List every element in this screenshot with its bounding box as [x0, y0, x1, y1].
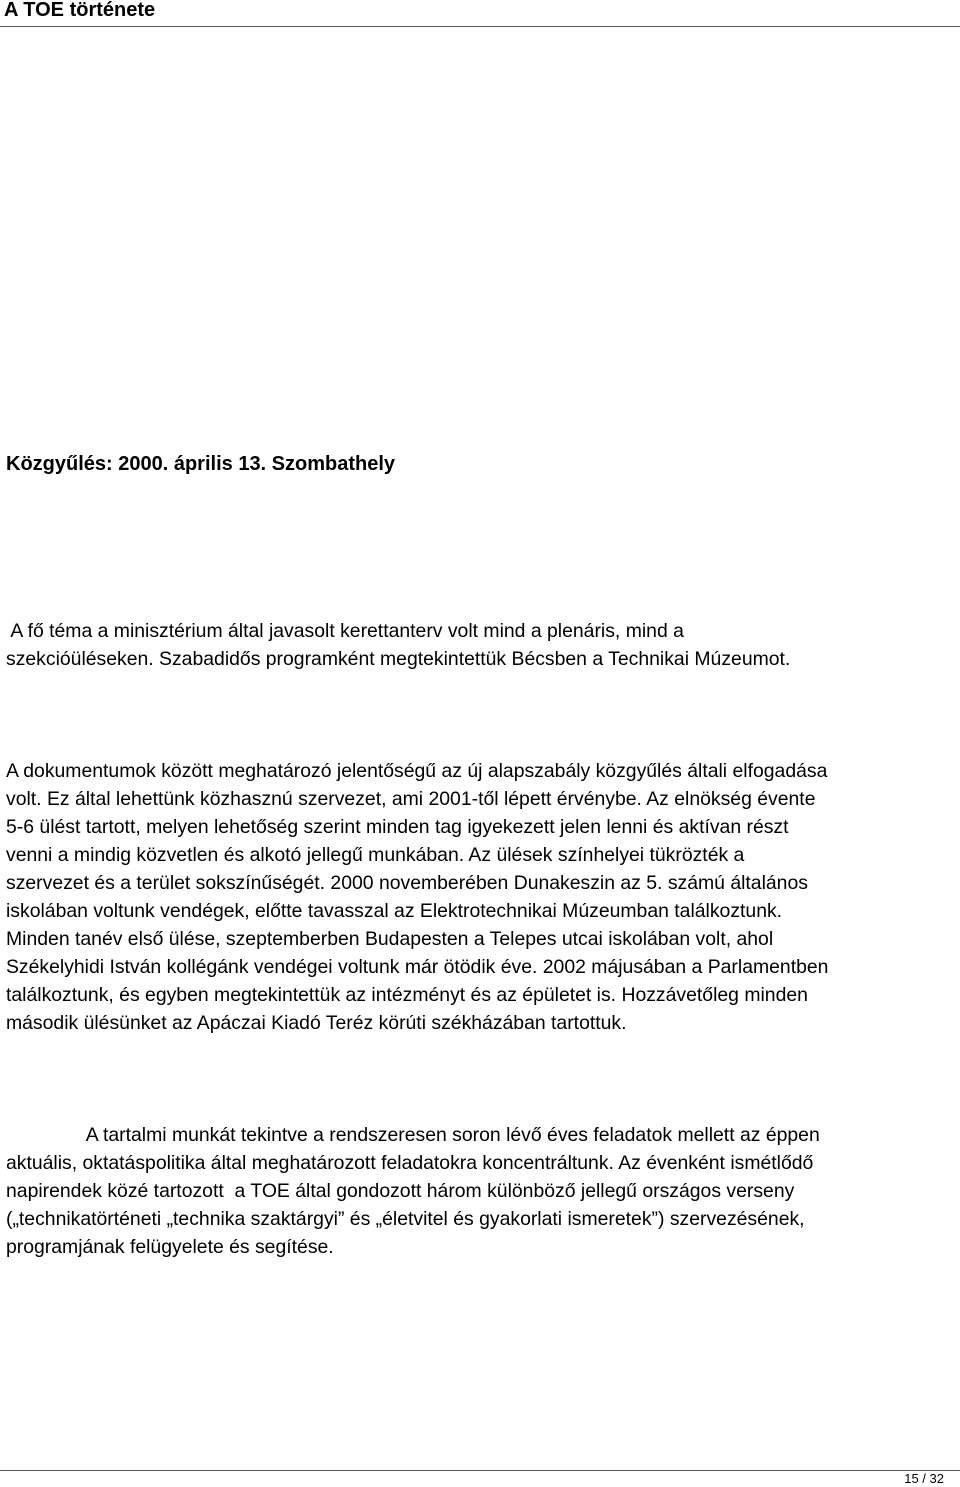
paragraph-line: 5-6 ülést tartott, melyen lehetőség szerint minden tag igyekezett jelen lenni és aktívan részt [6, 816, 789, 838]
paragraph-line: volt. Ez által lehettünk közhasznú szervezet, ami 2001-től lépett érvénybe. Az elnökség évente [6, 788, 816, 810]
paragraph-line: Székelyhidi István kollégánk vendégei voltunk már ötödik éve. 2002 májusában a Parlamentben [6, 956, 829, 978]
paragraph-line: („technikatörténeti „technika szaktárgyi” és „életvitel és gyakorlati ismeretek”) szervezésének, [6, 1208, 805, 1230]
header-divider [0, 26, 960, 27]
paragraph-line: második ülésünket az Apáczai Kiadó Teréz körúti székházában tartottuk. [6, 1012, 627, 1034]
paragraph-line: szekcióüléseken. Szabadidős programként megtekintettük Bécsben a Technikai Múzeumot. [6, 648, 791, 670]
paragraph-line: találkoztunk, és egyben megtekintettük az intézményt és az épületet is. Hozzávetőleg minden [6, 984, 808, 1006]
paragraph-line: A dokumentumok között meghatározó jelentőségű az új alapszabály közgyűlés általi elfogadása [6, 760, 828, 782]
page-footer [0, 1470, 960, 1487]
paragraph-content-work [6, 1121, 956, 1261]
page-number: 15 / 32 [904, 1471, 944, 1486]
paragraph-line: venni a mindig közvetlen és alkotó jellegű munkában. Az ülések színhelyei tükrözték a [6, 844, 745, 866]
paragraph-line: A tartalmi munkát tekintve a rendszeresen soron lévő éves feladatok mellett az éppen [6, 1124, 820, 1146]
paragraph-line: aktuális, oktatáspolitika által meghatározott feladatokra koncentráltunk. Az évenként ismétlődő [6, 1152, 814, 1174]
page-header [0, 0, 960, 28]
paragraph-main-topic [6, 617, 956, 673]
paragraph-line: napirendek közé tartozott a TOE által gondozott három különböző jellegű országos verseny [6, 1180, 795, 1202]
paragraph-line: programjának felügyelete és segítése. [6, 1236, 334, 1258]
paragraph-documents [6, 757, 956, 1037]
paragraph-line: A fő téma a minisztérium által javasolt kerettanterv volt mind a plenáris, mind a [6, 620, 684, 642]
paragraph-line: iskolában voltunk vendégek, előtte tavasszal az Elektrotechnikai Múzeumban találkoztunk. [6, 900, 783, 922]
paragraph-line: Minden tanév első ülése, szeptemberben Budapesten a Telepes utcai iskolában volt, ahol [6, 928, 774, 950]
paragraph-line: szervezet és a terület sokszínűségét. 2000 novemberében Dunakeszin az 5. számú általános [6, 872, 808, 894]
section-heading: Közgyűlés: 2000. április 13. Szombathely [6, 453, 396, 475]
footer-divider [0, 1470, 960, 1471]
document-title: A TOE története [4, 0, 156, 21]
